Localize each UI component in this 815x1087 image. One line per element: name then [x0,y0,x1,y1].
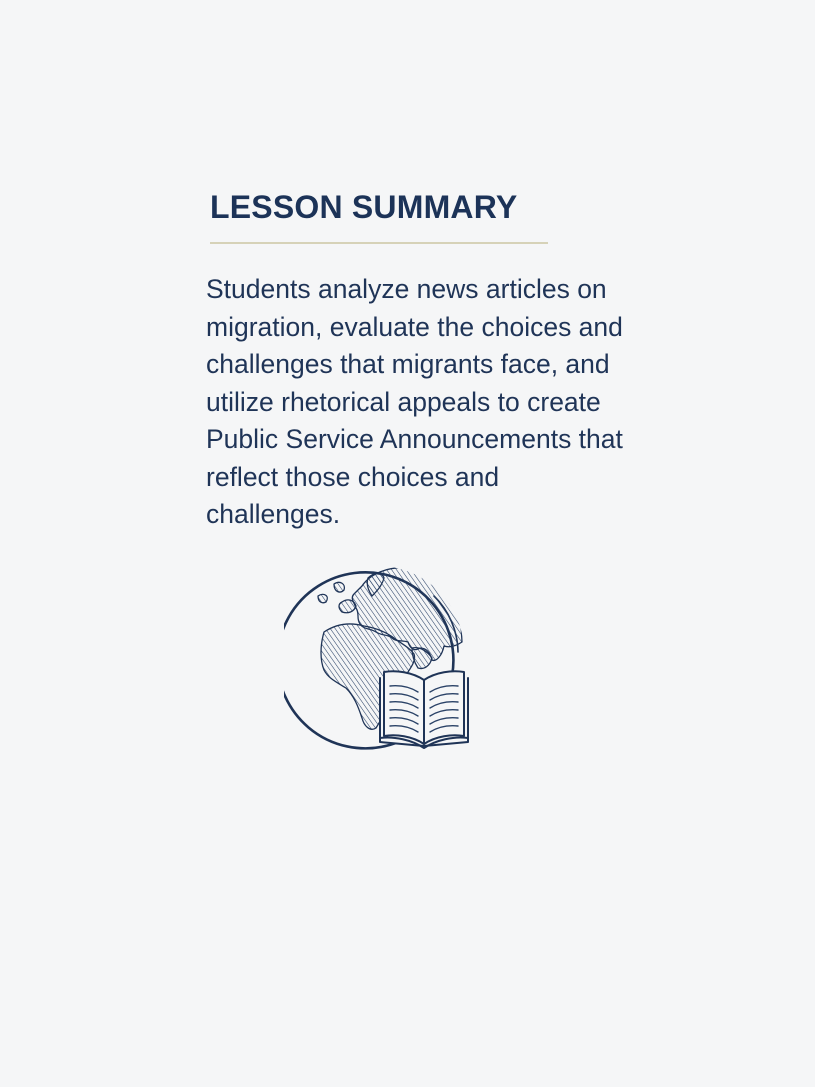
globe-with-open-book-icon [284,556,474,752]
lesson-summary-text: Students analyze news articles on migration, evaluate the choices and challenges that migrants face, and utilize rhetorical appeals to create Public Service Announcements that reflect those choices and challenges. [206,274,623,529]
heading-divider [210,242,548,244]
lesson-summary-heading: LESSON SUMMARY [210,189,518,225]
